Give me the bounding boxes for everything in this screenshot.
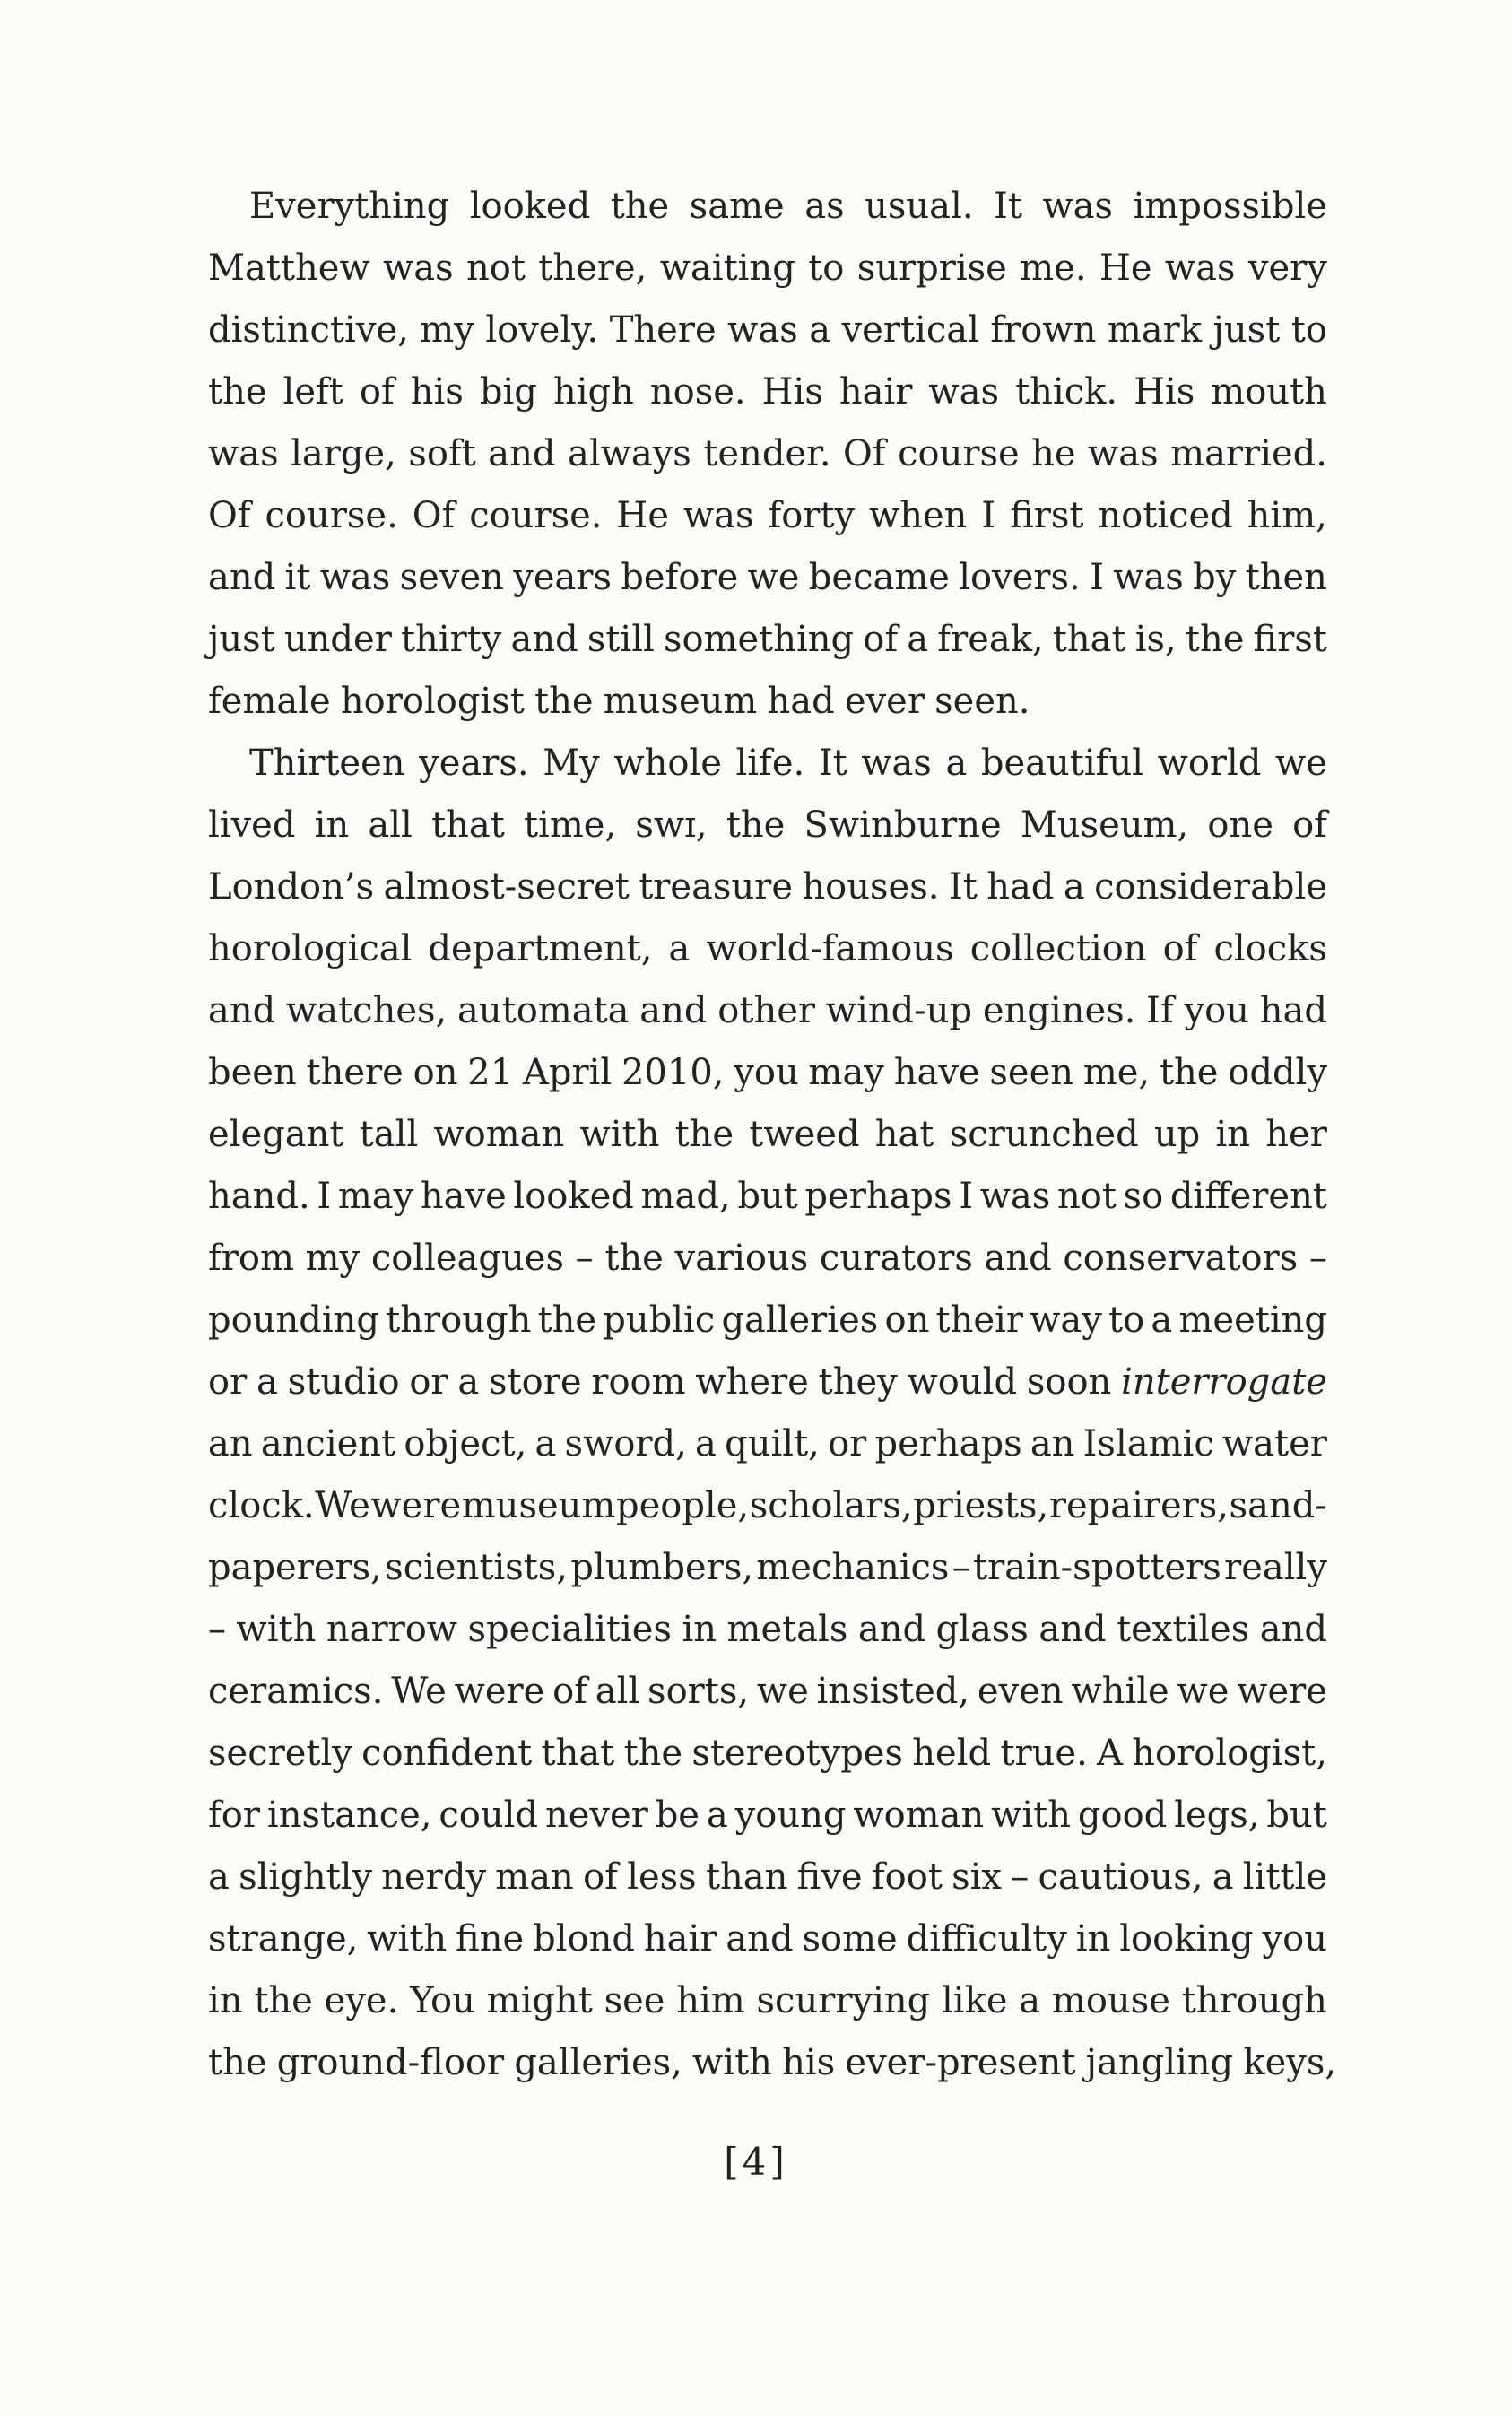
italic-word: interrogate — [1121, 1361, 1327, 1403]
text-line: clock. We were museum people, scholars, priests, repairers, sand- — [208, 1485, 1327, 1526]
text-line: hand. I may have looked mad, but perhaps I was not so different — [208, 1176, 1327, 1217]
text-line: the ground-floor galleries, with his ever-present jangling keys, — [208, 2042, 1337, 2083]
text-line: from my colleagues – the various curators and conservators – — [208, 1238, 1327, 1279]
text-line: – with narrow specialities in metals and glass and textiles and — [208, 1609, 1327, 1650]
text-line: the left of his big high nose. His hair was thick. His mouth — [208, 371, 1327, 413]
text-line: female horologist the museum had ever seen. — [208, 681, 1030, 722]
text-line: was large, soft and always tender. Of course he was married. — [208, 433, 1327, 474]
text-line: for instance, could never be a young woman with good legs, but — [208, 1795, 1327, 1836]
text-line: strange, with fine blond hair and some difficulty in looking you — [208, 1918, 1327, 1960]
text-line: London’s almost-secret treasure houses. It had a considerable — [208, 866, 1327, 908]
text-line: an ancient object, a sword, a quilt, or perhaps an Islamic water — [208, 1423, 1327, 1464]
text-line: Thirteen years. My whole life. It was a beautiful world we — [249, 743, 1327, 784]
text-line: a slightly nerdy man of less than five foot six – cautious, a little — [208, 1856, 1327, 1898]
text-line: been there on 21 April 2010, you may have seen me, the oddly — [208, 1052, 1327, 1093]
text-line: and it was seven years before we became lovers. I was by then — [208, 557, 1327, 598]
text-line: secretly confident that the stereotypes held true. A horologist, — [208, 1733, 1327, 1774]
text-line: ceramics. We were of all sorts, we insisted, even while we were — [208, 1671, 1327, 1712]
text-line: in the eye. You might see him scurrying like a mouse through — [208, 1980, 1327, 2021]
text-line: Matthew was not there, waiting to surprise me. He was very — [208, 248, 1327, 289]
paragraph-1 — [208, 176, 1327, 733]
text-line: paperers, scientists, plumbers, mechanics – train-spotters really — [208, 1547, 1327, 1588]
text-line: distinctive, my lovely. There was a vertical frown mark just to — [208, 309, 1327, 351]
text-line: horological department, a world-famous collection of clocks — [208, 928, 1327, 969]
text-line: elegant tall woman with the tweed hat scrunched up in her — [208, 1114, 1327, 1155]
paragraph-2 — [208, 733, 1337, 2094]
text-line: or a studio or a store room where they would soon interrogate — [208, 1351, 1327, 1413]
text-line: just under thirty and still something of a freak, that is, the first — [208, 619, 1327, 660]
text-line: and watches, automata and other wind-up engines. If you had — [208, 990, 1327, 1031]
body-text — [208, 176, 1337, 2094]
text-line: Everything looked the same as usual. It was impossible — [249, 186, 1327, 227]
text-line: lived in all that time, swɪ, the Swinburne Museum, one of — [208, 804, 1327, 846]
page-number: [4] — [724, 2140, 788, 2184]
text-line: pounding through the public galleries on their way to a meeting — [208, 1299, 1327, 1341]
text-line: Of course. Of course. He was forty when I first noticed him, — [208, 495, 1327, 536]
